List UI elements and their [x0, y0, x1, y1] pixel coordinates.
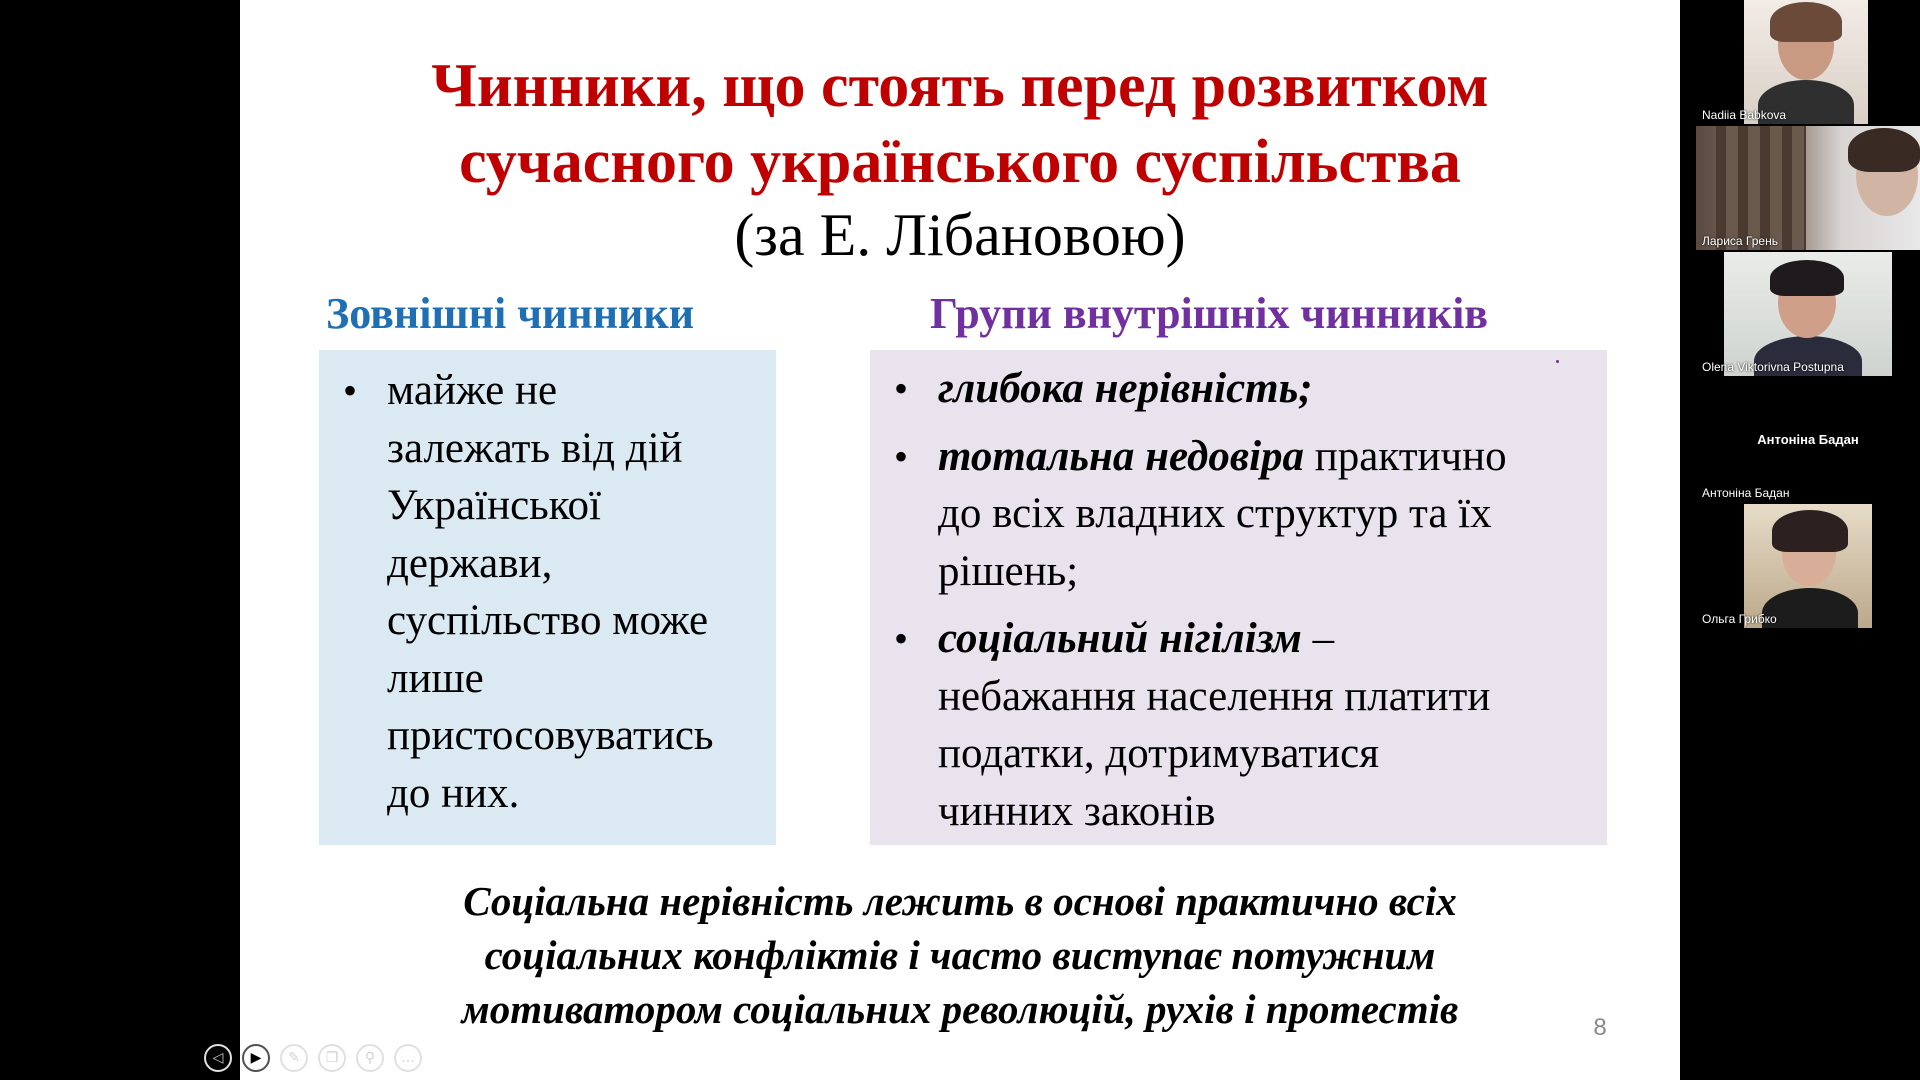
bullet-line: держави,	[387, 539, 553, 587]
next-icon: ▶	[250, 1050, 262, 1066]
participant-hair	[1848, 128, 1920, 172]
bullet-line: майже не	[387, 367, 558, 414]
bullet-icon: •	[894, 616, 909, 661]
background-shelf	[1716, 126, 1806, 250]
participant-video	[1696, 126, 1920, 250]
participant-name: Olena Viktorivna Postupna	[1702, 360, 1844, 374]
list-item	[882, 360, 1587, 418]
stray-dot	[1556, 360, 1559, 363]
participant-display-name: Антоніна Бадан	[1757, 432, 1859, 447]
participant-video	[1744, 504, 1872, 628]
conclusion-line: соціальних конфліктів і часто виступає потужним	[484, 932, 1436, 978]
participant-tile[interactable]	[1696, 378, 1920, 502]
bullet-text: практично	[1304, 432, 1507, 480]
zoom-icon: ⚲	[364, 1050, 376, 1066]
participants-panel	[1680, 0, 1920, 1080]
bullet-line: лише	[387, 654, 484, 702]
prev-icon: ◁	[212, 1050, 224, 1066]
participant-hair	[1770, 2, 1842, 42]
bullet-line: Української	[387, 482, 601, 529]
participant-video	[1744, 0, 1868, 124]
list-item	[882, 610, 1587, 840]
participant-tile[interactable]	[1696, 504, 1920, 628]
participant-name: Nadiia Babkova	[1702, 108, 1787, 122]
bullet-bold-text: глибока нерівність;	[938, 365, 1313, 412]
bullet-bold-text: тотальна недовіра	[938, 432, 1305, 480]
bullet-line: пристосовуватись	[387, 712, 714, 759]
slide-conclusion	[240, 874, 1680, 1036]
more-icon: …	[401, 1050, 415, 1066]
participant-name: Антоніна Бадан	[1702, 486, 1790, 500]
slide-page-number: 8	[1593, 1014, 1607, 1041]
bullet-line: суспільство може	[387, 597, 709, 644]
conclusion-line: Соціальна нерівність лежить в основі практично всіх	[463, 878, 1457, 924]
slide-title	[240, 48, 1680, 200]
bullet-icon: •	[343, 368, 358, 413]
prev-slide-button[interactable]	[204, 1044, 232, 1072]
slide-title-line-1: Чинники, що стоять перед розвитком	[431, 52, 1489, 120]
bullet-bold-text: соціальний нігілізм	[938, 615, 1302, 662]
external-factors-box	[319, 350, 776, 845]
pen-icon: ✎	[288, 1050, 300, 1066]
participant-hair	[1772, 510, 1848, 552]
internal-factors-heading: Групи внутрішніх чинників	[930, 289, 1489, 338]
list-item	[882, 428, 1587, 601]
slide-title-line-2: сучасного українського суспільства	[459, 128, 1461, 196]
bullet-icon: •	[894, 366, 909, 411]
participant-tile[interactable]	[1696, 126, 1920, 250]
bullet-line: залежать від дій	[387, 424, 683, 472]
participant-video	[1724, 252, 1892, 376]
next-slide-button[interactable]	[242, 1044, 270, 1072]
bullet-line: податки, дотримуватися	[938, 730, 1380, 777]
bullet-line: небажання населення платити	[938, 672, 1491, 720]
bullet-line: до всіх владних структур та їх	[938, 490, 1492, 537]
more-options-button[interactable]	[394, 1044, 422, 1072]
slideshow-controls-extra	[212, 1044, 480, 1076]
bullet-icon: •	[894, 433, 909, 479]
participant-tile[interactable]	[1696, 0, 1920, 124]
slides-icon: ❐	[325, 1050, 339, 1066]
slide-subtitle: (за Е. Лібановою)	[734, 202, 1186, 268]
internal-factors-box	[870, 350, 1607, 845]
bullet-text: –	[1301, 615, 1335, 662]
participant-hair	[1770, 260, 1844, 296]
pen-button[interactable]	[280, 1044, 308, 1072]
participant-name: Лариса Грень	[1702, 234, 1778, 248]
presentation-slide	[240, 0, 1680, 1080]
participant-tile[interactable]	[1696, 252, 1920, 376]
list-item	[331, 362, 756, 822]
bullet-line: рішень;	[938, 547, 1079, 595]
bullet-line: чинних законів	[938, 787, 1216, 835]
participant-name: Ольга Грибко	[1702, 612, 1777, 626]
external-factors-heading: Зовнішні чинники	[326, 289, 695, 338]
see-all-slides-button[interactable]	[318, 1044, 346, 1072]
zoom-button[interactable]	[356, 1044, 384, 1072]
bullet-line: до них.	[387, 769, 520, 817]
conclusion-line: мотиватором соціальних революцій, рухів і протестів	[461, 986, 1459, 1032]
